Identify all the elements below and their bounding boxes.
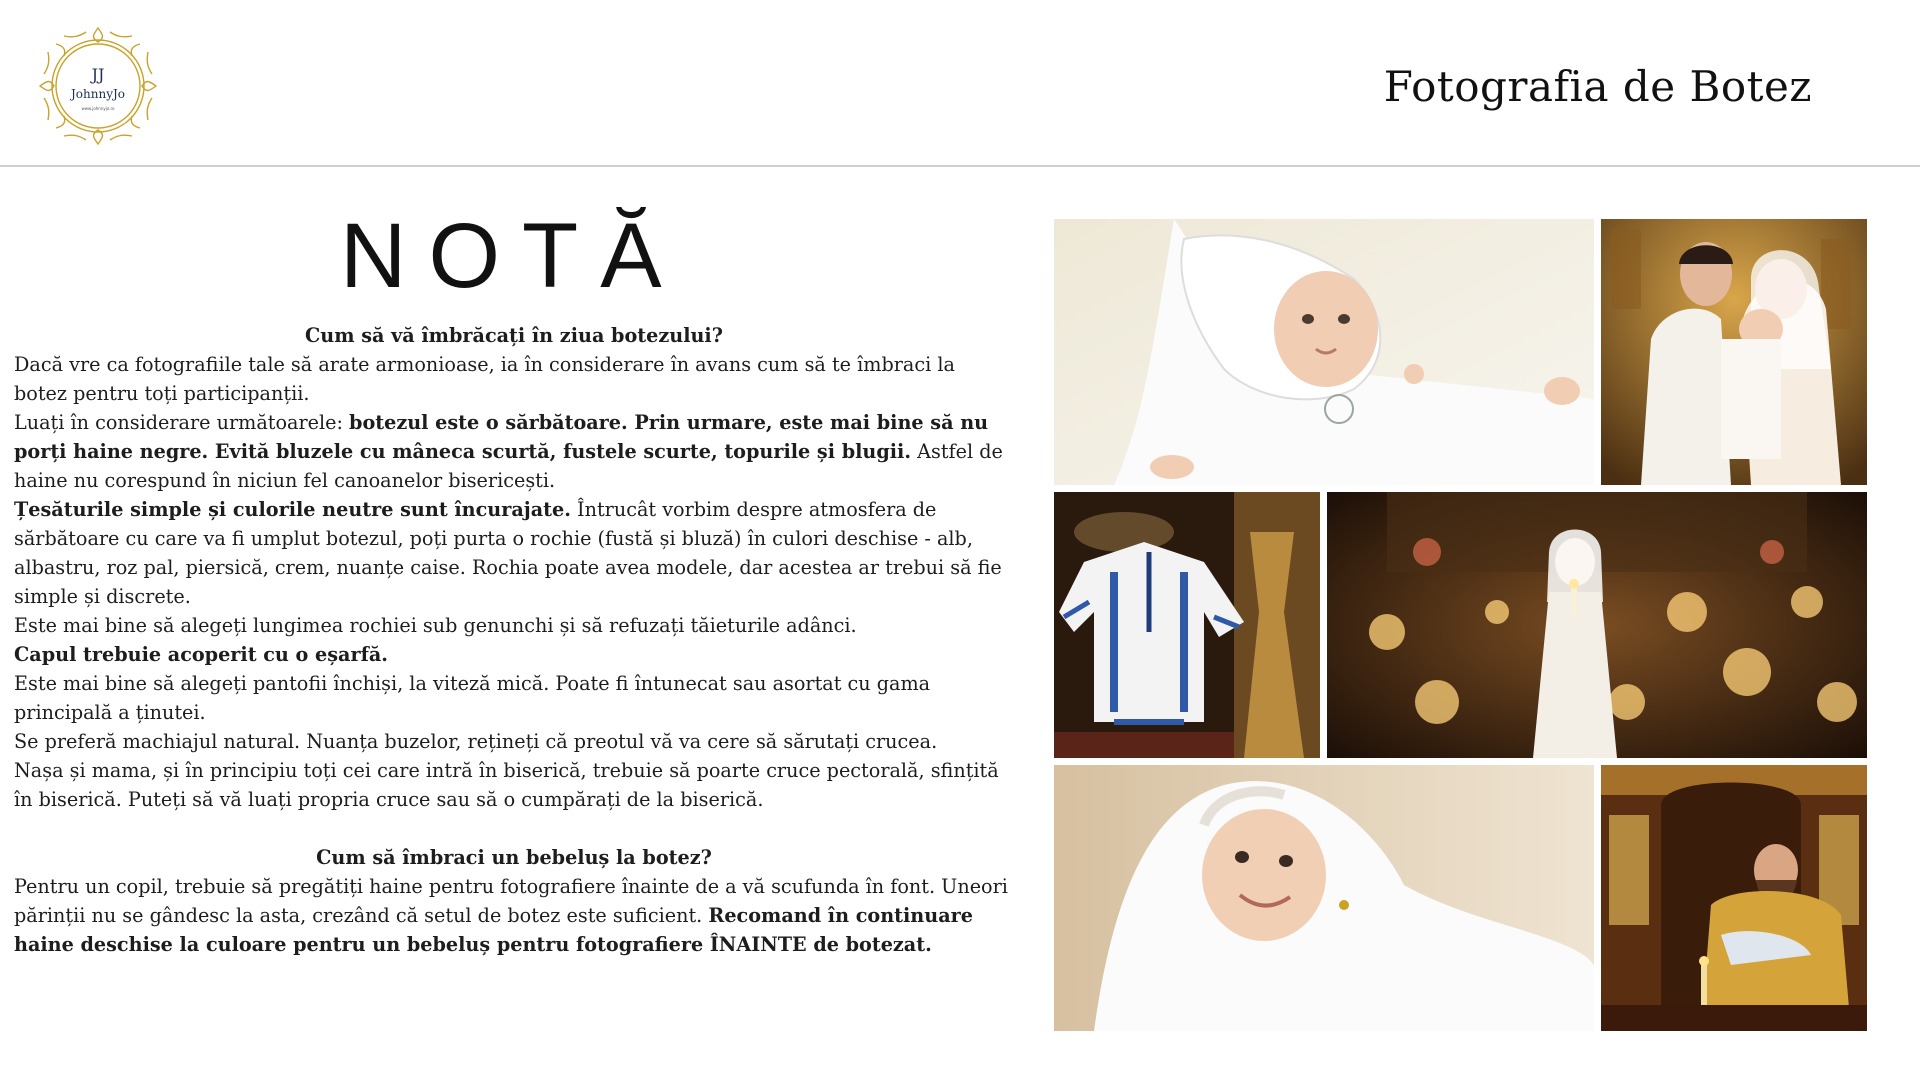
- text-regular: Astfel de haine nu corespund în niciun fel canoanelor bisericești.: [14, 440, 1003, 492]
- logo-name: JohnnyJo: [70, 87, 126, 101]
- photo-priest-with-baby: [1601, 765, 1867, 1031]
- text-regular: Pentru un copil, trebuie să pregătiți haine pentru fotografiere înainte de a vă scufunda în font. Uneori părinții nu se gândesc la asta, crezând că setul de botez este suficient.: [14, 875, 1008, 927]
- logo-monogram: JJ: [91, 65, 105, 84]
- spacer: [14, 814, 1014, 843]
- text-emphasis: Țesăturile simple și culorile neutre sunt încurajate.: [14, 498, 571, 521]
- section-heading-baby: Cum să îmbraci un bebeluș la botez?: [316, 846, 712, 869]
- paragraph-shoes: Este mai bine să alegeți pantofii închiși, la viteză mică. Poate fi întunecat sau asortat cu gama principală a ținutei.: [14, 672, 931, 724]
- photo-parents-with-baby: [1601, 219, 1867, 485]
- text-regular: Întrucât vorbim despre atmosfera de sărbătoare cu care va fi umplut botezul, poți purta o rochie (fustă și bluză) în culori deschise - alb, albastru, roz pal, piersică, crem, nuanțe caise. Rochia poate avea modele, dar acestea ar trebui să fie simple și discrete.: [14, 498, 1002, 608]
- paragraph-dress-length: Este mai bine să alegeți lungimea rochiei sub genunchi și să refuzați tăieturile adânci.: [14, 614, 857, 637]
- section-heading-clothing: Cum să vă îmbrăcați în ziua botezului?: [305, 324, 723, 347]
- paragraph-baby: [14, 872, 1014, 959]
- page-title: NOTĂ: [340, 205, 684, 307]
- paragraph-head-scarf: [14, 640, 1014, 669]
- photo-embroidered-shirt: [1054, 492, 1320, 758]
- header-title: Fotografia de Botez: [1383, 62, 1812, 111]
- paragraph-cross: Nașa și mama, și în principiu toți cei care intră în biserică, trebuie să poarte cruce pectorală, sfințită în biserică. Puteți să vă luați propria cruce sau să o cumpărați de la biserică.: [14, 759, 999, 811]
- paragraph-considerations: [14, 408, 1014, 495]
- text-emphasis: botezul este o sărbătoare. Prin urmare, este mai bine să nu porți haine negre. Evită bluzele cu mâneca scurtă, fustele scurte, topurile și blugii.: [14, 411, 989, 463]
- article-body: [14, 321, 1014, 959]
- johnnyjo-logo: [34, 22, 162, 150]
- text-regular: Luați în considerare următoarele:: [14, 411, 350, 434]
- text-emphasis: Capul trebuie acoperit cu o eșarfă.: [14, 643, 388, 666]
- photo-girl-with-candle: [1327, 492, 1867, 758]
- paragraph-makeup: Se preferă machiajul natural. Nuanța buzelor, rețineți că preotul vă va cere să sărutați crucea.: [14, 730, 938, 753]
- photo-baby-lace-blanket: [1054, 219, 1594, 485]
- photo-smiling-baby: [1054, 765, 1594, 1031]
- logo-url: www.johnnyjo.ro: [81, 106, 115, 111]
- paragraph-fabrics: [14, 495, 1014, 611]
- header-divider: [0, 165, 1920, 167]
- text-emphasis: Recomand în continuare haine deschise la culoare pentru un bebeluș pentru fotografiere ÎNAINTE de botezat.: [14, 904, 973, 956]
- paragraph-intro: Dacă vre ca fotografiile tale să arate armonioase, ia în considerare în avans cum să te îmbraci la botez pentru toți participanții.: [14, 353, 955, 405]
